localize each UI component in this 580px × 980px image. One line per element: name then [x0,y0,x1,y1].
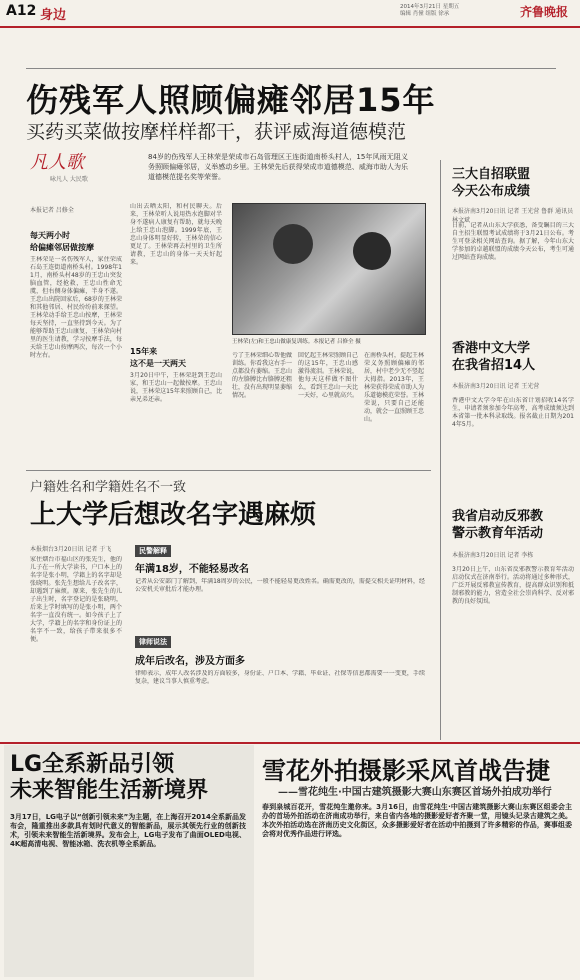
ad-snow-beer [258,745,576,977]
story2-headline: 上大学后想改名字遇麻烦 [30,500,317,530]
divider [26,68,556,69]
sidebar-byline-2: 本报济南3月20日讯 记者 王光营 [452,383,540,390]
story2-box2-label: 律师说法 [135,636,171,648]
ad-snow-text: 春到泉城百花开，雪花纯生邀你来。3月16日，由雪花纯生·中国古建筑摄影大赛山东赛区组委会主办的首场外拍活动在济南成功举行，来自省内各地的摄影爱好者齐聚一堂，用镜头记录古建筑之美。本次外拍活动选在济南历史文化街区，众多摄影爱好者在活动中拍摄到了许多精彩的作品，赛事组委会将对优秀作品进行评选。 [262,803,572,838]
ad-divider [0,742,580,744]
person-figure [273,224,313,264]
lead-col3: 亏了王林荣细心帮他做训练。你看我这右手一点都没有萎缩。王忠山的左胳膊比右胳膊还粗壮，没有出现明显萎缩情况。 [232,352,292,399]
sidebar-title-1: 三大自招联盟 今天公布成绩 [452,167,531,199]
page-number: A12 [6,3,37,19]
story2-text: 家住烟台市福山区的张先生，他的儿子在一所大学读书，户口本上的名字是张小明，学籍上的名字却是张晓明。张先生想给儿子改名字，却遇到了麻烦。原来，张先生的儿子出生时，名字登记的是张晓明，后来上学时填写的是张小明，两个名字一直没有统一。如今孩子上了大学，学籍上的名字和身份证上的名字不一致，给孩子带来很多不便。 [30,556,122,643]
story2-box1-title: 年满18岁，不能轻易改名 [135,564,249,575]
column-logo: 凡人歌 咏凡人 大民歌 [30,152,88,183]
ad-lg-text: 3月17日，LG电子以“创新引领未来”为主题，在上海召开2014全系新品发布会，隆重推出多款具有划时代意义的智能新品，展示其领先行业的创新技术，引领未来智能生活新境界。发布会上，LG电子发布了曲面OLED电视、4K超高清电视、智能冰箱、洗衣机等全系新品。 [10,813,246,848]
lead-summary: 84岁的伤残军人王林荣是荣成市石岛管理区王连街道南桥头村人，15年风雨无阻义务照顾偏瘫邻居，义举感动乡里。王林荣先后获得荣成市道德模范、威海市助人为乐道德模范提名奖等荣誉。 [148,153,408,181]
story2-box2-text: 律师表示，成年人改名涉及的方面较多，身份证、户口本、学籍、毕业证、社保等信息都需要一一变更，手续复杂，建议当事人慎重考虑。 [135,670,425,685]
sidebar-text-1: 日前，记者从山东大学获悉，备受瞩目的三大自主招生联盟考试成绩将于3月21日公布。考生可登录相关网站查询。据了解，今年山东大学参加的卓越联盟的成绩今天公布，考生可通过网站查询成绩。 [452,222,574,261]
sidebar-title-2: 香港中文大学 在我省招14人 [452,341,536,373]
lead-subheadline: 买药买菜做按摩样样都干，获评威海道德模范 [26,121,407,143]
ad-lg-title-2: 未来智能生活新境界 [10,778,209,803]
sidebar-text-2: 香港中文大学今年在山东省计划招收14名学生，申请者须参加今年高考，高考成绩须达到本省第一批本科录取线。报名截止日期为2014年5月。 [452,397,574,428]
sidebar-byline-1: 本报济南3月20日讯 记者 王光营 鲁群 通讯员 林文斌 [452,208,574,224]
lead-col2: 山出去晒太阳，和村民聊天。后来，王林荣听人说用热水泡脚对半身不遂病人康复有帮助，就每天晚上给王忠山泡脚。1999年底，王忠山身体明显好转，王林荣的信心更足了。王林荣再去村里的卫生所请教，王忠山的身体一天天好起来。 [130,203,222,266]
divider [440,160,441,740]
ad-snow-title: 雪花外拍摄影采风首战告捷 [262,757,550,785]
ad-snow-subtitle: ——雪花纯生·中国古建筑摄影大赛山东赛区首场外拍成功举行 [278,787,552,798]
lead-headline: 伤残军人照顾偏瘫邻居15年 [26,81,436,119]
lead-subhead-a: 每天两小时 [30,231,70,240]
lead-subhead-c: 15年来 [130,347,158,356]
sidebar-text-3: 3月20日上午，山东省反邪教警示教育年活动启动仪式在济南举行。活动将通过多种形式，广泛开展反邪教宣传教育，提高群众识别和抵制邪教的能力，营造全社会崇尚科学、反对邪教的良好氛围。 [452,566,574,605]
ad-lg [4,745,254,977]
lead-col1: 王林荣是一名伤残军人，家住荣成石岛王连街道南桥头村。1998年11月，南桥头村48岁的王忠山突发脑血管，经抢救，王忠山性命无虞，但右侧身体偏瘫，半身不遂。王忠山出院回家后，68岁的王林荣和其他邻居、村民纷纷前来探望。王林荣动手给王忠山按摩，王林荣每天坚持，一直坚持到今天。为了能够帮助王忠山康复，王林荣向村里的医生请教，学习按摩手法，每天给王忠山按摩两次，每次一个小时左右。 [30,256,122,359]
sidebar-byline-3: 本报济南3月20日讯 记者 李栋 [452,552,534,559]
lead-byline: 本报记者 吕修全 [30,207,74,214]
lead-col2b: 3月20日中午，王林荣赶到王忠山家，和王忠山一起做按摩。王忠山说，王林荣这15年来照顾自己，比亲兄弟还亲。 [130,372,222,403]
divider [26,470,431,471]
story2-byline: 本报烟台3月20日讯 记者 于飞 [30,546,112,553]
story2-box1-text: 记者从公安部门了解到，年满18周岁的公民，一般不能轻易更改姓名。确需更改的，需提交相关证明材料，经公安机关审批后才能办理。 [135,578,425,593]
lead-col5: 在南桥头村，提起王林荣义务照顾偏瘫的邻居，村中老少无不竖起大拇指。2013年，王林荣获得荣成市助人为乐道德模范荣誉。王林荣说，只要自己还能动，就会一直照顾王忠山。 [364,352,424,423]
sidebar-title-3: 我省启动反邪教 警示教育年活动 [452,509,544,541]
lead-col4: 回忆起王林荣照顾自己的这15年，王忠山感激得流泪。王林荣说，他每天这样做不图什么，看到王忠山一天比一天好，心里就高兴。 [298,352,358,399]
section-name: 身边 [40,8,67,23]
lead-subhead-d: 这不是一天两天 [130,359,186,368]
photo-caption: 王林荣(左)和王忠山做康复训练。本报记者 吕修全 摄 [232,339,361,345]
story2-box2-title: 成年后改名，涉及方面多 [135,656,245,667]
ad-lg-title-1: LG全系新品引领 [10,752,175,777]
story2-box1-label: 民警解释 [135,545,171,557]
person-figure [353,232,391,270]
lead-subhead-b: 给偏瘫邻居做按摩 [30,243,94,252]
story2-kicker: 户籍姓名和学籍姓名不一致 [30,480,187,495]
news-photo [232,203,426,335]
header-date: 2014年3月21日 星期五 编辑 肖僮 组版 徐承 [400,4,460,17]
masthead-logo: 齐鲁晚报 [520,5,569,19]
